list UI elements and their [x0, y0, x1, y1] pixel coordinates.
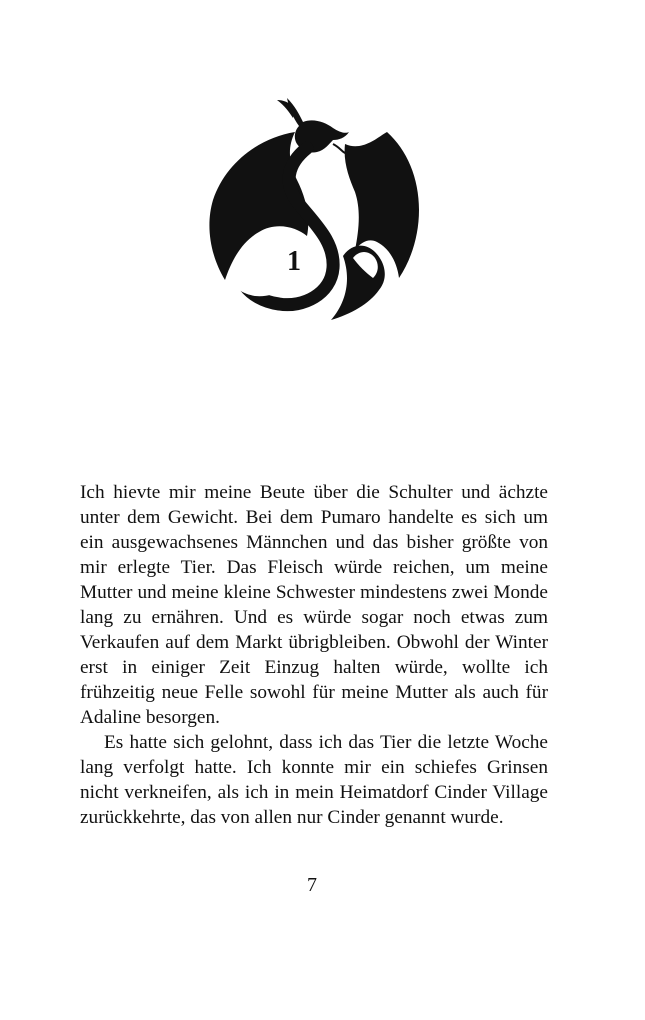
chapter-number: 1 — [287, 246, 301, 277]
chapter-body — [80, 480, 548, 830]
page-number: 7 — [307, 874, 317, 896]
paragraph: Ich hievte mir meine Beute über die Schulter und ächzte unter dem Gewicht. Bei dem Pumaro handelte es sich um ein ausgewachsenes Männchen und das bisher größte von mir erlegte Tier. Das Fleisch würde reichen, um meine Mutter und meine kleine Schwester mindestens zwei Monde lang zu ernähren. Und es würde sogar noch etwas zum Verkaufen auf dem Markt übrigbleiben. Obwohl der Winter erst in einiger Zeit Einzug halten würde, wollte ich frühzeitig neue Felle sowohl für meine Mutter als auch für Adaline besorgen. — [80, 482, 548, 728]
paragraph: Es hatte sich gelohnt, dass ich das Tier die letzte Woche lang verfolgt hatte. Ich konnte mir ein schiefes Grinsen nicht verkneifen, als ich in mein Heimatdorf Cinder Village zurückkehrte, das von allen nur Cinder genannt wurde. — [80, 732, 548, 828]
dragon-emblem-icon — [203, 92, 423, 324]
